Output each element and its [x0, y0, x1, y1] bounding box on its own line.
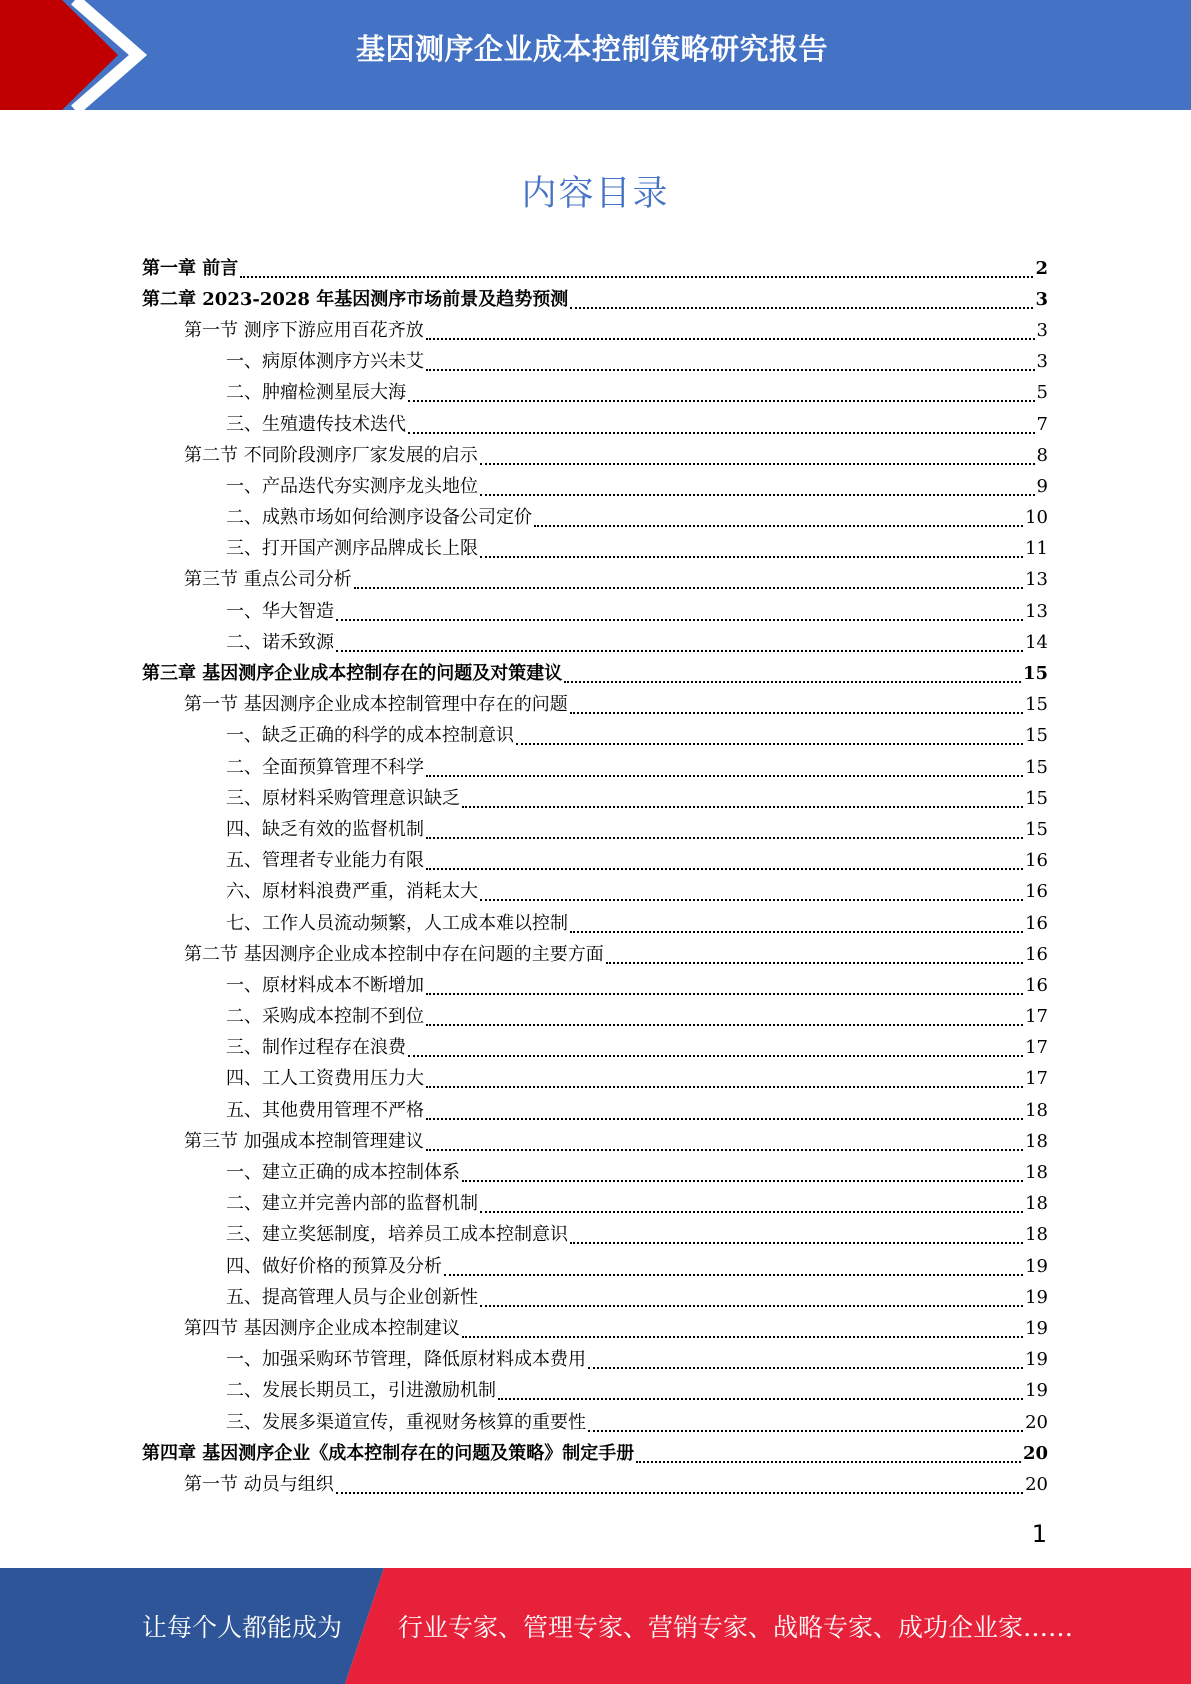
toc-entry-page: 16: [1025, 943, 1048, 965]
toc-entry-page: 3: [1036, 319, 1048, 341]
toc-entry-label: 一、病原体测序方兴未艾: [226, 351, 424, 373]
toc-dot-leader: [480, 449, 1035, 465]
toc-dot-leader: [336, 636, 1023, 652]
toc-entry-page: 16: [1025, 974, 1048, 996]
toc-dot-leader: [336, 605, 1023, 621]
toc-entry-label: 二、成熟市场如何给测序设备公司定价: [226, 507, 532, 529]
toc-entry[interactable]: [142, 721, 1048, 752]
toc-dot-leader: [426, 1135, 1023, 1151]
toc-entry[interactable]: [142, 783, 1048, 814]
toc-entry-page: 18: [1025, 1162, 1048, 1184]
toc-entry-label: 五、其他费用管理不严格: [226, 1099, 424, 1121]
toc-dot-leader: [570, 698, 1023, 714]
toc-entry-label: 三、原材料采购管理意识缺乏: [226, 787, 460, 809]
toc-entry-label: 二、建立并完善内部的监督机制: [226, 1193, 478, 1215]
toc-dot-leader: [570, 917, 1023, 933]
toc-entry-page: 16: [1025, 881, 1048, 903]
toc-entry-page: 15: [1022, 663, 1048, 685]
toc-entry-page: 13: [1025, 569, 1048, 591]
toc-entry[interactable]: [142, 908, 1048, 939]
toc-entry-page: 10: [1025, 507, 1048, 529]
toc-dot-leader: [498, 1384, 1023, 1400]
toc-entry-page: 5: [1036, 382, 1048, 404]
toc-entry-label: 二、全面预算管理不科学: [226, 756, 424, 778]
toc-dot-leader: [426, 355, 1035, 371]
toc-dot-leader: [570, 293, 1033, 309]
toc-entry-page: 16: [1025, 850, 1048, 872]
toc-dot-leader: [336, 1478, 1023, 1494]
toc-entry-page: 13: [1025, 600, 1048, 622]
toc-entry[interactable]: [142, 315, 1048, 346]
toc-entry-label: 二、采购成本控制不到位: [226, 1006, 424, 1028]
toc-entry[interactable]: [142, 814, 1048, 845]
toc-dot-leader: [462, 1322, 1023, 1338]
toc-entry-label: 一、缺乏正确的科学的成本控制意识: [226, 725, 514, 747]
toc-entry-page: 18: [1025, 1193, 1048, 1215]
toc-entry-label: 四、缺乏有效的监督机制: [226, 818, 424, 840]
header-banner: [0, 0, 1191, 110]
toc-entry-label: 一、加强采购环节管理，降低原材料成本费用: [226, 1349, 586, 1371]
toc-entry[interactable]: [142, 503, 1048, 534]
toc-entry-page: 2: [1035, 257, 1048, 279]
footer-banner: [0, 1568, 1191, 1684]
toc-entry-label: 第一节 基因测序企业成本控制管理中存在的问题: [184, 694, 568, 716]
toc-entry-label: 五、提高管理人员与企业创新性: [226, 1286, 478, 1308]
toc-entry[interactable]: [142, 1002, 1048, 1033]
toc-dot-leader: [480, 480, 1035, 496]
toc-entry-page: 19: [1025, 1286, 1048, 1308]
toc-entry[interactable]: [142, 1469, 1048, 1500]
toc-entry-page: 20: [1025, 1411, 1048, 1433]
toc-entry-label: 二、肿瘤检测星辰大海: [226, 382, 406, 404]
toc-entry-label: 第二章 2023-2028 年基因测序市场前景及趋势预测: [142, 288, 569, 310]
toc-entry-page: 7: [1036, 413, 1048, 435]
toc-dot-leader: [408, 1041, 1023, 1057]
toc-dot-leader: [606, 948, 1023, 964]
toc-entry-label: 第三节 加强成本控制管理建议: [184, 1130, 424, 1152]
toc-dot-leader: [426, 979, 1023, 995]
toc-entry[interactable]: [142, 1438, 1048, 1469]
footer-slogan-left: 让每个人都能成为: [142, 1613, 343, 1642]
toc-entry-label: 三、打开国产测序品牌成长上限: [226, 538, 478, 560]
toc-entry[interactable]: [142, 1095, 1048, 1126]
toc-entry-page: 20: [1025, 1473, 1048, 1495]
toc-dot-leader: [426, 1072, 1023, 1088]
toc-dot-leader: [426, 761, 1023, 777]
toc-entry-page: 18: [1025, 1224, 1048, 1246]
toc-entry[interactable]: [142, 939, 1048, 970]
toc-entry-page: 18: [1025, 1130, 1048, 1152]
toc-entry[interactable]: [142, 1376, 1048, 1407]
toc-entry[interactable]: [142, 440, 1048, 471]
toc-entry[interactable]: [142, 1033, 1048, 1064]
toc-entry-label: 七、工作人员流动频繁，人工成本难以控制: [226, 912, 568, 934]
toc-dot-leader: [570, 1228, 1023, 1244]
toc-entry-label: 一、华大智造: [226, 600, 334, 622]
toc-entry-label: 三、建立奖惩制度，培养员工成本控制意识: [226, 1224, 568, 1246]
toc-entry[interactable]: [142, 534, 1048, 565]
toc-entry-label: 三、发展多渠道宣传，重视财务核算的重要性: [226, 1411, 586, 1433]
toc-entry-label: 第一节 测序下游应用百花齐放: [184, 319, 424, 341]
toc-entry-label: 一、产品迭代夯实测序龙头地位: [226, 475, 478, 497]
toc-dot-leader: [480, 542, 1023, 558]
report-title: 基因测序企业成本控制策略研究报告: [356, 32, 829, 66]
toc-entry-label: 第二节 基因测序企业成本控制中存在问题的主要方面: [184, 943, 604, 965]
toc-entry-label: 四、工人工资费用压力大: [226, 1068, 424, 1090]
toc-entry-page: 19: [1025, 1255, 1048, 1277]
toc-entry-label: 第四节 基因测序企业成本控制建议: [184, 1317, 460, 1339]
toc-entry-page: 19: [1025, 1349, 1048, 1371]
toc-entry-label: 三、制作过程存在浪费: [226, 1037, 406, 1059]
toc-entry[interactable]: [142, 1064, 1048, 1095]
toc-dot-leader: [480, 885, 1023, 901]
toc-entry-page: 17: [1025, 1006, 1048, 1028]
toc-entry-page: 16: [1025, 912, 1048, 934]
toc-entry[interactable]: [142, 1282, 1048, 1313]
toc-entry[interactable]: [142, 1251, 1048, 1282]
toc-entry-page: 11: [1025, 538, 1048, 560]
toc-entry[interactable]: [142, 846, 1048, 877]
toc-dot-leader: [588, 1416, 1023, 1432]
toc-entry-page: 8: [1036, 444, 1048, 466]
toc-dot-leader: [480, 1291, 1023, 1307]
toc-entry-page: 17: [1025, 1068, 1048, 1090]
toc-entry-label: 第四章 基因测序企业《成本控制存在的问题及策略》制定手册: [142, 1442, 635, 1464]
toc-entry-label: 二、诺禾致源: [226, 631, 334, 653]
toc-entry[interactable]: [142, 1220, 1048, 1251]
toc-entry[interactable]: [142, 596, 1048, 627]
toc-entry[interactable]: [142, 284, 1048, 315]
toc-dot-leader: [462, 1166, 1023, 1182]
toc-entry-page: 20: [1022, 1442, 1048, 1464]
toc-entry[interactable]: [142, 1345, 1048, 1376]
toc-entry-label: 二、发展长期员工，引进激励机制: [226, 1380, 496, 1402]
toc-dot-leader: [408, 418, 1035, 434]
toc-entry-label: 第三章 基因测序企业成本控制存在的问题及对策建议: [142, 663, 563, 685]
toc-entry-page: 19: [1025, 1317, 1048, 1339]
toc-entry-label: 第二节 不同阶段测序厂家发展的启示: [184, 444, 478, 466]
toc-entry[interactable]: [142, 471, 1048, 502]
table-of-contents: [142, 253, 1048, 1501]
toc-entry-page: 18: [1025, 1099, 1048, 1121]
toc-entry-label: 一、建立正确的成本控制体系: [226, 1162, 460, 1184]
toc-dot-leader: [564, 667, 1021, 683]
toc-entry-page: 15: [1025, 818, 1048, 840]
toc-dot-leader: [426, 1104, 1023, 1120]
toc-entry-page: 14: [1025, 631, 1048, 653]
toc-dot-leader: [426, 854, 1023, 870]
toc-entry[interactable]: [142, 658, 1048, 689]
toc-entry-page: 9: [1036, 475, 1048, 497]
toc-dot-leader: [534, 511, 1023, 527]
page-number: 1: [1031, 1520, 1047, 1548]
toc-dot-leader: [636, 1447, 1021, 1463]
toc-entry-label: 第三节 重点公司分析: [184, 569, 352, 591]
toc-entry[interactable]: [142, 970, 1048, 1001]
toc-dot-leader: [240, 262, 1033, 278]
toc-dot-leader: [426, 324, 1035, 340]
toc-entry[interactable]: [142, 877, 1048, 908]
toc-entry[interactable]: [142, 409, 1048, 440]
toc-entry[interactable]: [142, 378, 1048, 409]
toc-entry[interactable]: [142, 253, 1048, 284]
toc-entry-page: 3: [1036, 351, 1048, 373]
toc-entry[interactable]: [142, 1126, 1048, 1157]
toc-dot-leader: [426, 823, 1023, 839]
toc-entry[interactable]: [142, 1157, 1048, 1188]
toc-entry[interactable]: [142, 565, 1048, 596]
toc-entry-label: 五、管理者专业能力有限: [226, 850, 424, 872]
toc-entry[interactable]: [142, 347, 1048, 378]
toc-entry-label: 三、生殖遗传技术迭代: [226, 413, 406, 435]
toc-entry[interactable]: [142, 627, 1048, 658]
toc-entry-page: 15: [1025, 756, 1048, 778]
toc-dot-leader: [444, 1260, 1023, 1276]
toc-entry-page: 15: [1025, 725, 1048, 747]
toc-entry-label: 四、做好价格的预算及分析: [226, 1255, 442, 1277]
toc-entry-page: 17: [1025, 1037, 1048, 1059]
toc-dot-leader: [462, 792, 1023, 808]
toc-entry-page: 15: [1025, 694, 1048, 716]
toc-dot-leader: [426, 1010, 1023, 1026]
toc-entry[interactable]: [142, 690, 1048, 721]
toc-dot-leader: [516, 729, 1023, 745]
toc-entry-label: 一、原材料成本不断增加: [226, 974, 424, 996]
toc-entry[interactable]: [142, 752, 1048, 783]
toc-entry-page: 19: [1025, 1380, 1048, 1402]
toc-entry-label: 第一章 前言: [142, 257, 239, 279]
toc-dot-leader: [480, 1197, 1023, 1213]
toc-entry-page: 3: [1035, 288, 1048, 310]
toc-entry[interactable]: [142, 1313, 1048, 1344]
toc-dot-leader: [408, 386, 1035, 402]
toc-entry-page: 15: [1025, 787, 1048, 809]
toc-entry-label: 第一节 动员与组织: [184, 1473, 334, 1495]
toc-entry-label: 六、原材料浪费严重，消耗太大: [226, 881, 478, 903]
toc-dot-leader: [588, 1353, 1023, 1369]
chevron-right-icon: [0, 0, 200, 110]
toc-dot-leader: [354, 573, 1023, 589]
toc-heading: 内容目录: [521, 174, 670, 214]
toc-entry[interactable]: [142, 1407, 1048, 1438]
toc-entry[interactable]: [142, 1189, 1048, 1220]
footer-slogan-right: 行业专家、管理专家、营销专家、战略专家、成功企业家……: [398, 1613, 1074, 1642]
